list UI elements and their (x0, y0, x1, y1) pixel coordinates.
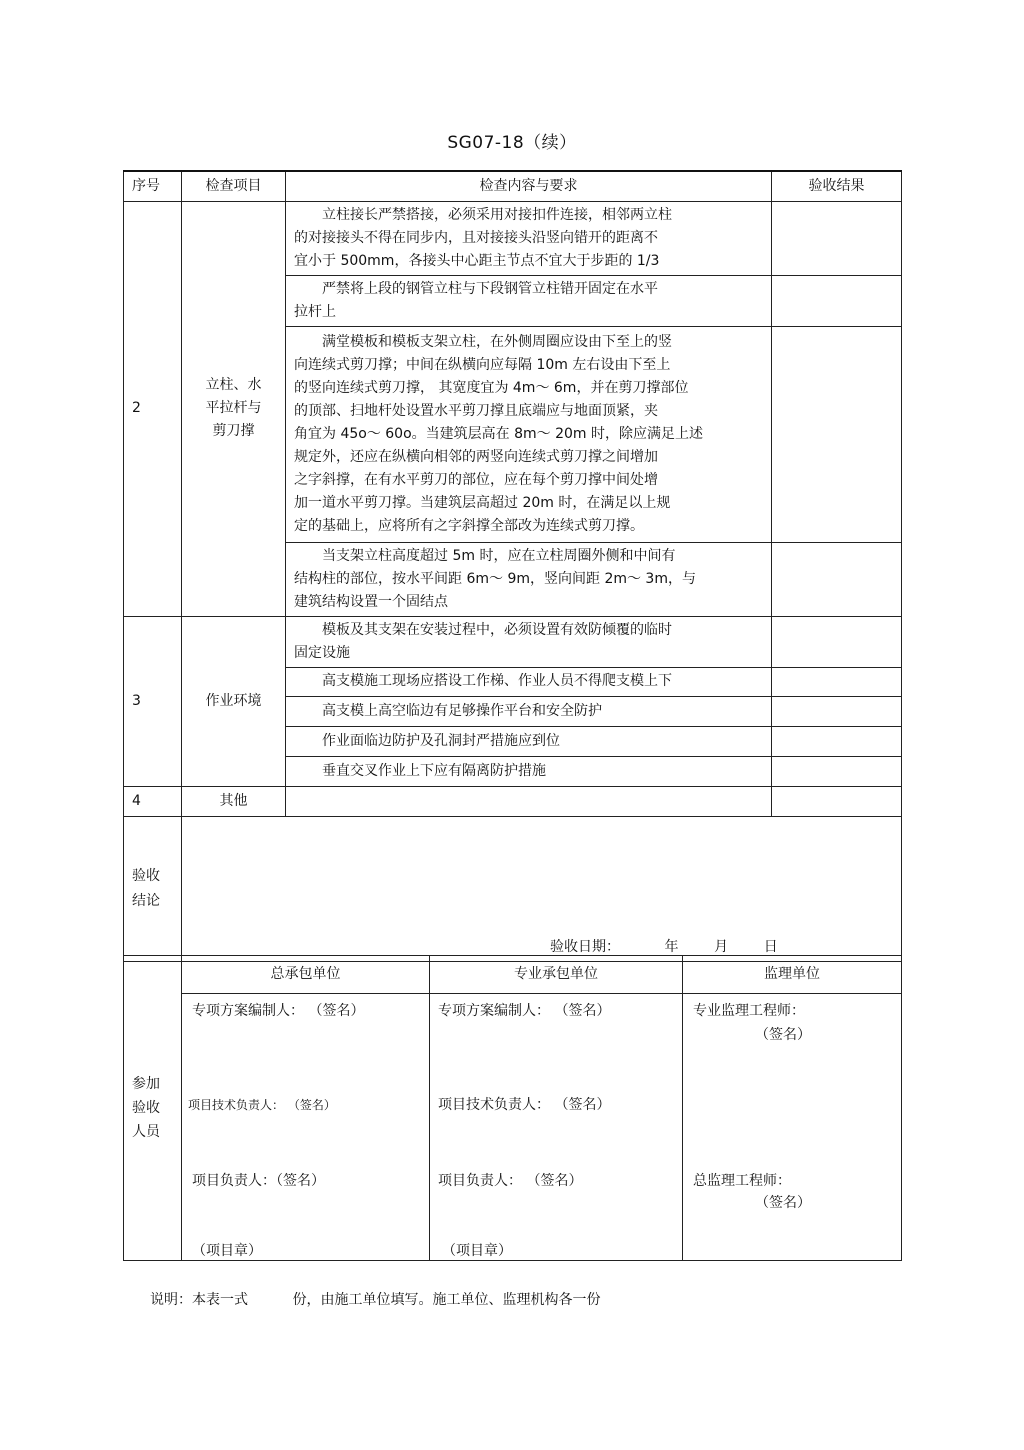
requirement-line: 立柱接长严禁搭接，必须采用对接扣件连接，相邻两立柱 (322, 206, 672, 223)
requirement-line: 的对接接头不得在同步内，且对接接头沿竖向错开的距离不 (294, 229, 658, 246)
result-cell[interactable] (772, 201, 902, 275)
specialty-contractor-title: 专业承包单位 (430, 956, 683, 994)
participants-label-line: 人员 (132, 1124, 160, 1140)
seq-cell: 2 (124, 201, 182, 616)
requirement-cell (286, 542, 772, 616)
requirement-cell (286, 726, 772, 756)
participants-label-line: 参加 (132, 1076, 160, 1092)
project-lead-signature: 项目负责人：（签名） (192, 1173, 325, 1189)
table-header-row (124, 171, 902, 201)
requirement-line: 垂直交叉作业上下应有隔离防护措施 (322, 762, 546, 779)
conclusion-label-line: 验收 (132, 867, 160, 884)
requirement-line: 角宜为 45o～ 60o。当建筑层高在 8m～ 20m 时，除应满足上述 (294, 425, 704, 442)
form-title: SG07-18（续） (447, 133, 577, 153)
requirement-line: 向连续式剪刀撑；中间在纵横向应每隔 10m 左右设由下至上 (294, 356, 671, 373)
plan-author-signature: 专项方案编制人： （签名） (192, 1003, 365, 1019)
header-result: 验收结果 (772, 171, 902, 201)
participants-header-row (124, 956, 902, 994)
conclusion-label (124, 816, 182, 961)
conclusion-cell[interactable] (182, 816, 902, 961)
table-row (124, 616, 902, 667)
result-cell[interactable] (772, 275, 902, 326)
item-cell: 其他 (182, 786, 286, 816)
result-cell[interactable] (772, 756, 902, 786)
table-row (124, 786, 902, 816)
result-cell[interactable] (772, 786, 902, 816)
item-line: 平拉杆与 (205, 400, 262, 416)
result-cell[interactable] (772, 326, 902, 542)
seq-cell: 3 (124, 616, 182, 786)
requirement-line: 规定外，还应在纵横向相邻的两竖向连续式剪刀撑之间增加 (294, 448, 658, 465)
seq-cell: 4 (124, 786, 182, 816)
project-seal: （项目章） (442, 1243, 512, 1259)
participants-table (123, 955, 902, 1261)
supervision-title: 监理单位 (683, 956, 902, 994)
requirement-line: 严禁将上段的钢管立柱与下段钢管立柱错开固定在水平 (322, 280, 658, 297)
requirement-cell (286, 326, 772, 542)
requirement-line: 高支模施工现场应搭设工作梯、作业人员不得爬支模上下 (322, 673, 672, 689)
requirement-cell (286, 201, 772, 275)
participants-sign-row (124, 994, 902, 1261)
item-line: 立柱、水 (205, 377, 262, 393)
requirement-line: 宜小于 500mm，各接头中心距主节点不宜大于步距的 1/3 (294, 252, 660, 269)
general-contractor-title: 总承包单位 (182, 956, 430, 994)
item-line: 剪刀撑 (212, 423, 255, 439)
requirement-line: 的顶部、扫地杆处设置水平剪刀撑且底端应与地面顶紧，夹 (294, 402, 658, 419)
requirement-line: 的竖向连续式剪刀撑， 其宽度宜为 4m～ 6m，并在剪刀撑部位 (294, 379, 689, 396)
header-content: 检查内容与要求 (286, 171, 772, 201)
chief-engineer-signature: 总监理工程师： (693, 1173, 791, 1189)
result-cell[interactable] (772, 542, 902, 616)
inspection-table (123, 170, 902, 962)
requirement-cell (286, 667, 772, 696)
requirement-cell[interactable] (286, 786, 772, 816)
project-seal: （项目章） (192, 1243, 262, 1259)
requirement-line: 加一道水平剪刀撑。当建筑层高超过 20m 时，在满足以上规 (294, 494, 671, 511)
header-seq: 序号 (124, 171, 182, 201)
chief-engineer-sign-label: （签名） (755, 1195, 811, 1211)
supervision-signatures[interactable] (683, 994, 902, 1261)
plan-author-signature: 专项方案编制人： （签名） (438, 1003, 611, 1019)
item-cell (182, 201, 286, 616)
specialty-contractor-signatures[interactable] (430, 994, 683, 1261)
requirement-line: 作业面临边防护及孔洞封严措施应到位 (322, 732, 560, 749)
requirement-line: 模板及其支架在安装过程中，必须设置有效防倾覆的临时 (322, 621, 672, 638)
requirement-line: 定的基础上，应将所有之字斜撑全部改为连续式剪刀撑。 (294, 517, 644, 534)
requirement-line: 建筑结构设置一个固结点 (294, 593, 448, 610)
requirement-cell (286, 696, 772, 726)
requirement-line: 高支模上高空临边有足够操作平台和安全防护 (322, 702, 602, 719)
result-cell[interactable] (772, 667, 902, 696)
tech-lead-signature: 项目技术负责人： （签名） (438, 1097, 611, 1113)
header-item: 检查项目 (182, 171, 286, 201)
conclusion-row (124, 816, 902, 961)
form-note: 说明：本表一式 份，由施工单位填写。施工单位、监理机构各一份 (150, 1292, 601, 1308)
requirement-line: 拉杆上 (294, 303, 336, 320)
table-row (124, 201, 902, 275)
acceptance-date: 验收日期： 年 月 日 (550, 938, 778, 955)
requirement-line: 满堂模板和模板支架立柱，在外侧周圈应设由下至上的竖 (322, 333, 672, 350)
result-cell[interactable] (772, 616, 902, 667)
supervising-engineer-sign-label: （签名） (755, 1027, 811, 1043)
project-lead-signature: 项目负责人： （签名） (438, 1173, 583, 1189)
requirement-cell (286, 756, 772, 786)
item-cell: 作业环境 (182, 616, 286, 786)
requirement-line: 之字斜撑，在有水平剪刀的部位，应在每个剪刀撑中间处增 (294, 471, 658, 488)
requirement-cell (286, 275, 772, 326)
requirement-line: 当支架立柱高度超过 5m 时，应在立柱周圈外侧和中间有 (322, 547, 676, 564)
supervising-engineer-signature: 专业监理工程师： (693, 1003, 805, 1019)
requirement-line: 固定设施 (294, 644, 350, 661)
result-cell[interactable] (772, 726, 902, 756)
conclusion-label-line: 结论 (132, 892, 160, 909)
participants-label (124, 956, 182, 1261)
result-cell[interactable] (772, 696, 902, 726)
tech-lead-signature: 项目技术负责人： （签名） (188, 1098, 336, 1112)
participants-label-line: 验收 (132, 1100, 160, 1116)
requirement-cell (286, 616, 772, 667)
general-contractor-signatures[interactable] (182, 994, 430, 1261)
requirement-line: 结构柱的部位，按水平间距 6m～ 9m，竖向间距 2m～ 3m，与 (294, 570, 696, 587)
